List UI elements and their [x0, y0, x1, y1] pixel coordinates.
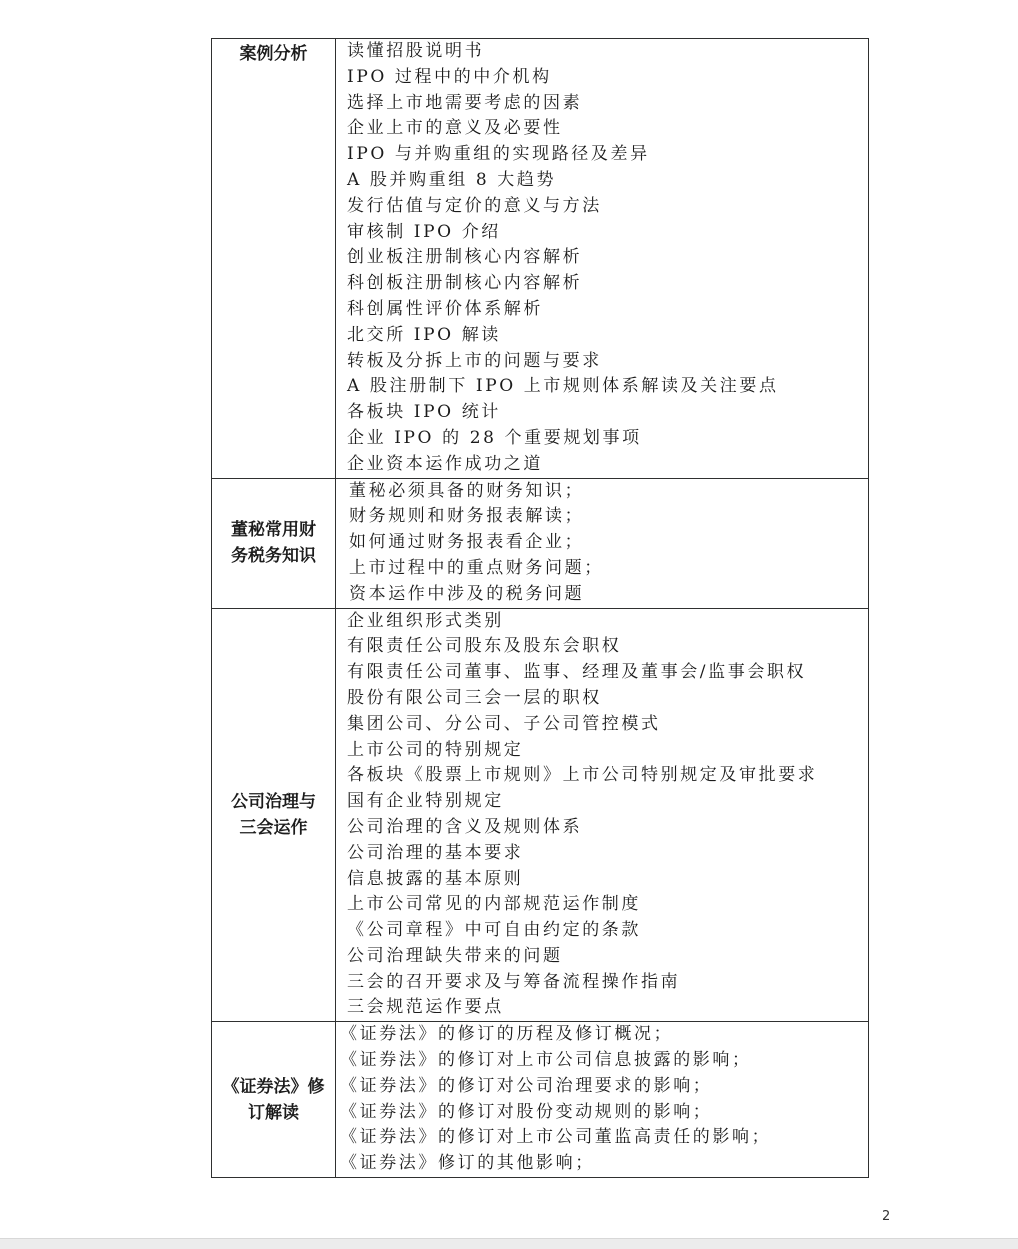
list-item: 公司治理缺失带来的问题	[347, 945, 563, 966]
list-item: A 股并购重组 8 大趋势	[347, 169, 557, 190]
list-item: 董秘必须具备的财务知识；	[349, 480, 585, 501]
category-cell	[212, 1022, 336, 1178]
list-item: 《证券法》的修订对股份变动规则的影响；	[340, 1101, 713, 1122]
list-item: 信息披露的基本原则	[347, 868, 524, 889]
list-item: 如何通过财务报表看企业；	[349, 532, 585, 553]
list-item: 《证券法》的修订对上市公司董监高责任的影响；	[340, 1127, 772, 1148]
list-item: 企业 IPO 的 28 个重要规划事项	[347, 427, 642, 448]
category-label-line: 三会运作	[239, 817, 308, 838]
list-item: 集团公司、分公司、子公司管控模式	[347, 713, 661, 734]
list-item: 各板块 IPO 统计	[347, 402, 501, 423]
list-item: 企业组织形式类别	[347, 610, 504, 631]
list-item: 资本运作中涉及的税务问题	[349, 583, 585, 604]
list-item: 选择上市地需要考虑的因素	[347, 92, 583, 113]
category-label-line: 务税务知识	[231, 546, 316, 567]
list-item: 上市公司的特别规定	[347, 739, 524, 760]
list-item: 公司治理的含义及规则体系	[347, 816, 583, 837]
section-row-securities-law	[212, 1022, 869, 1178]
items-cell	[336, 608, 869, 1022]
list-item: 企业上市的意义及必要性	[347, 118, 563, 139]
items-cell	[336, 1022, 869, 1178]
category-label-line: 《证券法》修	[222, 1076, 325, 1097]
list-item: 科创板注册制核心内容解析	[347, 273, 583, 294]
list-item: 企业资本运作成功之道	[347, 453, 543, 474]
list-item: 审核制 IPO 介绍	[347, 221, 501, 242]
category-label-line: 董秘常用财	[231, 520, 316, 541]
category-cell	[212, 39, 336, 479]
list-item: 发行估值与定价的意义与方法	[347, 195, 602, 216]
list-item: 《证券法》的修订对上市公司信息披露的影响；	[340, 1050, 752, 1071]
list-item: 三会规范运作要点	[347, 997, 504, 1018]
list-item: 《证券法》的修订对公司治理要求的影响；	[340, 1075, 713, 1096]
category-label-line: 订解读	[248, 1102, 299, 1123]
list-item: 《证券法》修订的其他影响；	[340, 1153, 595, 1174]
category-cell	[212, 478, 336, 608]
list-item: 上市公司常见的内部规范运作制度	[347, 894, 641, 915]
list-item: A 股注册制下 IPO 上市规则体系解读及关注要点	[347, 376, 779, 397]
list-item: 转板及分拆上市的问题与要求	[347, 350, 602, 371]
list-item: 国有企业特别规定	[347, 791, 504, 812]
list-item: 各板块《股票上市规则》上市公司特别规定及审批要求	[347, 765, 818, 786]
category-label: 案例分析	[239, 44, 308, 64]
list-item: 读懂招股说明书	[347, 41, 485, 61]
list-item: 北交所 IPO 解读	[347, 324, 501, 345]
list-item: 股份有限公司三会一层的职权	[347, 687, 602, 708]
list-item: IPO 过程中的中介机构	[347, 66, 552, 87]
list-item: 财务规则和财务报表解读；	[349, 506, 585, 527]
list-item: 《证券法》的修订的历程及修订概况；	[340, 1024, 674, 1045]
list-item: 有限责任公司董事、监事、经理及董事会/监事会职权	[347, 662, 807, 683]
section-row-finance-tax	[212, 478, 869, 608]
section-row-case-analysis	[212, 39, 869, 479]
list-item: IPO 与并购重组的实现路径及差异	[347, 144, 650, 165]
page-bottom-edge	[0, 1238, 1018, 1249]
page-number: 2	[882, 1209, 891, 1224]
course-outline-table	[211, 38, 869, 1178]
list-item: 《公司章程》中可自由约定的条款	[347, 920, 641, 941]
category-cell	[212, 608, 336, 1022]
items-cell	[336, 478, 869, 608]
items-cell	[336, 39, 869, 479]
list-item: 有限责任公司股东及股东会职权	[347, 636, 622, 657]
list-item: 三会的召开要求及与筹备流程操作指南	[347, 971, 681, 992]
list-item: 科创属性评价体系解析	[347, 298, 543, 319]
category-label-line: 公司治理与	[231, 791, 316, 812]
list-item: 公司治理的基本要求	[347, 842, 524, 863]
list-item: 创业板注册制核心内容解析	[347, 247, 583, 268]
list-item: 上市过程中的重点财务问题；	[349, 557, 604, 578]
section-row-governance	[212, 608, 869, 1022]
